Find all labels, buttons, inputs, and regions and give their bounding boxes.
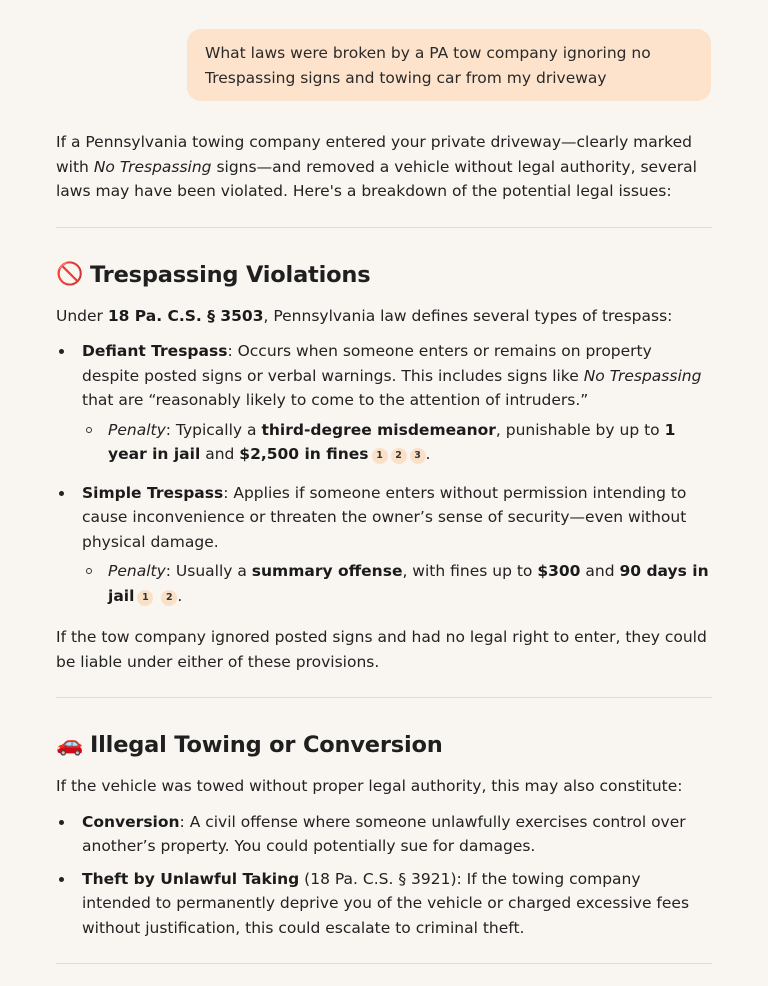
car-icon: 🚗: [56, 732, 84, 757]
term: Defiant Trespass: [82, 342, 228, 360]
penalty-text: , punishable by up to: [495, 420, 665, 439]
penalty-list: [82, 559, 712, 608]
intro-text: If a Pennsylvania towing company entered your private driveway—clearly marked with: [56, 133, 692, 176]
penalty-bold: third-degree misdemeanor: [261, 420, 496, 439]
section-title: Trespassing Violations: [90, 261, 371, 288]
lead-text: , Pennsylvania law defines several types of trespass:: [263, 306, 673, 325]
list-item-theft: [56, 867, 712, 941]
term: Simple Trespass: [82, 483, 224, 502]
intro-text: signs—and removed a vehicle without legal authority, several laws may have been violated. Here's a breakdown of the potential legal issues:: [56, 157, 697, 200]
penalty-text: and: [580, 562, 620, 580]
assistant-answer: [56, 130, 712, 964]
section-title: Illegal Towing or Conversion: [90, 732, 443, 758]
penalty-label: Penalty: [108, 562, 166, 580]
citation-badge[interactable]: 1: [372, 448, 388, 464]
penalty-text: and: [200, 445, 240, 463]
list-item-defiant-trespass: [56, 339, 712, 467]
definition-text: that are “reasonably likely to come to the attention of intruders.”: [82, 391, 589, 409]
definition-text: : A civil offense where someone unlawfully exercises control over another’s property. You could potentially sue for damages.: [82, 812, 686, 855]
penalty-bold: 1 year in jail: [108, 420, 676, 463]
section-heading-trespassing: [56, 262, 712, 288]
statute-reference: 18 Pa. C.S. § 3503: [107, 306, 264, 325]
penalty-list: [82, 418, 712, 467]
term: Theft by Unlawful Taking: [82, 869, 300, 888]
definition-italic: No Trespassing: [583, 366, 702, 385]
section-lead: If the vehicle was towed without proper legal authority, this may also constitute:: [56, 777, 683, 795]
section-lead: [56, 304, 712, 329]
penalty-bold: summary offense: [251, 562, 403, 580]
user-message-line: What laws were broken by a PA tow company ignoring no: [205, 44, 651, 62]
list-item-conversion: [56, 810, 712, 859]
intro-italic: No Trespassing: [93, 157, 212, 176]
penalty-bold: $2,500 in fines: [239, 445, 369, 463]
section-heading-towing: [56, 732, 712, 758]
citation-badge[interactable]: 2: [161, 590, 177, 606]
towing-offenses-list: [56, 810, 712, 941]
penalty-item: [82, 559, 712, 608]
section-closing: If the tow company ignored posted signs and had no legal right to enter, they could be liable under either of these provisions.: [56, 628, 707, 671]
trespass-types-list: [56, 339, 712, 608]
definition-text: : Occurs when someone enters or remains on property despite posted signs or verbal warnings. This includes signs like: [82, 342, 652, 385]
section-divider: [56, 227, 712, 228]
citation-badge[interactable]: 2: [391, 448, 407, 464]
penalty-label: Penalty: [108, 420, 166, 439]
citation-badge[interactable]: 3: [410, 448, 426, 464]
penalty-text: , with fines up to: [402, 562, 538, 580]
penalty-bold: 90 days in jail: [108, 562, 709, 605]
lead-text: Under: [56, 306, 108, 325]
section-divider: [56, 963, 712, 964]
penalty-text: .: [425, 445, 431, 463]
user-message-bubble: [187, 29, 711, 101]
intro-paragraph: [56, 130, 712, 204]
penalty-text: : Typically a: [165, 420, 262, 439]
list-item-simple-trespass: [56, 481, 712, 609]
section-divider: [56, 697, 712, 698]
citation-badge[interactable]: 1: [137, 590, 153, 606]
definition-text: : Applies if someone enters without permission intending to cause inconvenience or threaten the owner’s sense of security—even without physical damage.: [82, 483, 687, 551]
penalty-text: : Usually a: [165, 562, 252, 580]
penalty-text: .: [177, 586, 183, 605]
penalty-bold: $300: [537, 562, 581, 580]
definition-text: (18 Pa. C.S. § 3921): If the towing company intended to permanently deprive you of the vehicle or charged excessive fees without justification, this could escalate to criminal theft.: [82, 869, 690, 937]
penalty-item: [82, 418, 712, 467]
term: Conversion: [82, 812, 180, 831]
no-entry-icon: 🚫: [56, 261, 84, 287]
user-message-line: Trespassing signs and towing car from my driveway: [205, 69, 607, 87]
